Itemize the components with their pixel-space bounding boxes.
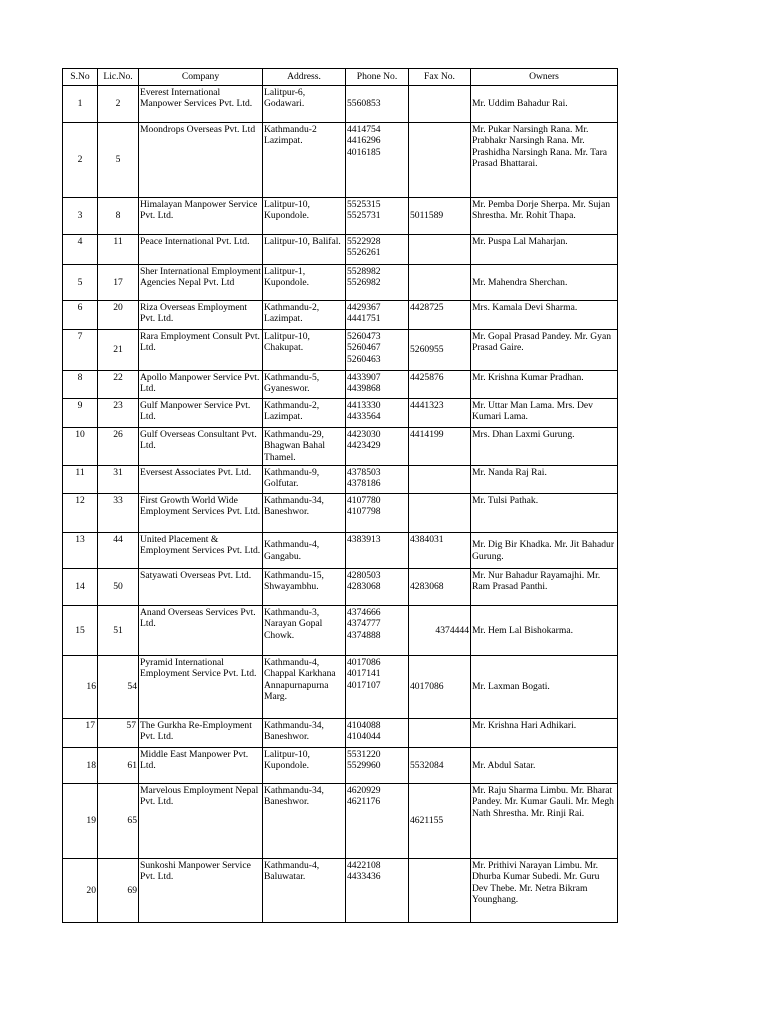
sno-cell: 11 [63,466,98,494]
lic-cell: 57 [98,719,139,748]
phone-cell [346,719,409,748]
phone-number: 4441751 [347,313,381,325]
col-header-phone: Phone No. [346,69,409,86]
phone-cell [346,399,409,428]
table-row [63,198,618,235]
lic-cell: 69 [98,859,139,923]
address-cell: Kathmandu-3, Narayan Gopal Chowk. [263,606,346,656]
fax-cell: 4425876 [409,371,471,399]
agency-register-table [62,68,618,923]
company-cell: Anand Overseas Services Pvt. Ltd. [139,606,263,656]
phone-number: 5522928 [347,236,381,247]
fax-cell: 5011589 [409,198,471,235]
address-cell: Lalitpur-10, Balifal. [263,235,346,265]
company-cell: Satyawati Overseas Pvt. Ltd. [139,569,263,606]
company-cell: Marvelous Employment Nepal Pvt. Ltd. [139,784,263,859]
phone-number: 5560853 [347,98,381,110]
sno-cell: 5 [63,265,98,301]
phone-cell [346,533,409,569]
address-cell: Lalitpur-10, Kupondole. [263,748,346,784]
phone-cell [346,235,409,265]
col-header-sno: S.No [63,69,98,86]
address-cell: Lalitpur-10, Chakupat. [263,330,346,371]
lic-cell: 22 [98,371,139,399]
lic-cell: 11 [98,235,139,265]
address-cell: Kathmandu-29, Bhagwan Bahal Thamel. [263,428,346,466]
phone-cell [346,428,409,466]
owners-cell: Mr. Hem Lal Bishokarma. [471,606,618,656]
sno-cell: 9 [63,399,98,428]
owners-cell: Mrs. Kamala Devi Sharma. [471,301,618,330]
phone-number: 4104088 [347,720,381,731]
col-header-lic: Lic.No. [98,69,139,86]
phone-number: 4104044 [347,731,381,743]
phone-number: 5260463 [347,353,381,365]
fax-cell [409,235,471,265]
fax-cell [409,859,471,923]
fax-cell [409,86,471,123]
fax-cell [409,719,471,748]
company-cell: First Growth World Wide Employment Services Pvt. Ltd. [139,494,263,533]
sno-cell: 15 [63,606,98,656]
lic-cell: 33 [98,494,139,533]
sno-cell: 4 [63,235,98,265]
lic-cell: 26 [98,428,139,466]
sno-cell: 19 [63,784,98,859]
fax-cell: 4621155 [409,784,471,859]
company-cell: Pyramid International Employment Service Pvt. Ltd. [139,656,263,719]
phone-cell [346,656,409,719]
address-cell: Kathmandu-4, Baluwatar. [263,859,346,923]
sno-cell: 16 [63,656,98,719]
fax-cell: 4384031 [409,533,471,569]
col-header-company: Company [139,69,263,86]
owners-cell: Mrs. Dhan Laxmi Gurung. [471,428,618,466]
lic-cell: 2 [98,86,139,123]
company-cell: Rara Employment Consult Pvt. Ltd. [139,330,263,371]
company-cell: The Gurkha Re-Employment Pvt. Ltd. [139,719,263,748]
phone-number: 4423429 [347,440,381,452]
company-cell: Everest International Manpower Services Pvt. Ltd. [139,86,263,123]
owners-cell: Mr. Nur Bahadur Rayamajhi. Mr. Ram Prasad Panthi. [471,569,618,606]
phone-cell [346,606,409,656]
table-row [63,748,618,784]
phone-number: 4017107 [347,679,381,691]
phone-number: 5525731 [347,210,381,222]
phone-number: 4378503 [347,467,381,478]
phone-cell [346,265,409,301]
phone-number: 4280503 [347,570,381,581]
lic-cell: 50 [98,569,139,606]
phone-number: 5526982 [347,277,381,289]
phone-number: 4621176 [347,796,381,808]
phone-number: 4107780 [347,495,381,506]
table-row [63,494,618,533]
table-row [63,784,618,859]
lic-cell: 21 [98,330,139,371]
sno-cell: 10 [63,428,98,466]
address-cell: Kathmandu-5, Gyaneswor. [263,371,346,399]
phone-cell [346,301,409,330]
phone-number: 4017086 [347,657,381,668]
sno-cell: 7 [63,330,98,371]
table-row [63,533,618,569]
phone-number: 4439868 [347,383,381,395]
company-cell: Peace International Pvt. Ltd. [139,235,263,265]
table-row [63,330,618,371]
phone-number: 4414754 [347,124,381,135]
phone-number: 4422108 [347,860,381,871]
owners-cell: Mr. Dig Bir Khadka. Mr. Jit Bahadur Gurung. [471,533,618,569]
phone-number: 5260473 [347,331,381,342]
phone-number: 4283068 [347,581,381,593]
fax-cell [409,466,471,494]
company-cell: Gulf Overseas Consultant Pvt. Ltd. [139,428,263,466]
sno-cell: 20 [63,859,98,923]
owners-cell: Mr. Uttar Man Lama. Mrs. Dev Kumari Lama. [471,399,618,428]
lic-cell: 51 [98,606,139,656]
table-row [63,235,618,265]
sno-cell: 3 [63,198,98,235]
address-cell: Kathmandu-2, Lazimpat. [263,301,346,330]
col-header-fax: Fax No. [409,69,471,86]
phone-number: 4017141 [347,668,381,680]
sno-cell: 8 [63,371,98,399]
table-row [63,86,618,123]
fax-cell [409,265,471,301]
phone-cell [346,748,409,784]
fax-cell: 4414199 [409,428,471,466]
lic-cell: 61 [98,748,139,784]
lic-cell: 54 [98,656,139,719]
company-cell: Apollo Manpower Service Pvt. Ltd. [139,371,263,399]
phone-cell [346,86,409,123]
company-cell: Middle East Manpower Pvt. Ltd. [139,748,263,784]
phone-number: 4383913 [347,534,381,545]
owners-cell: Mr. Puspa Lal Maharjan. [471,235,618,265]
sno-cell: 17 [63,719,98,748]
sno-cell: 1 [63,86,98,123]
address-cell: Kathmandu-2 Lazimpat. [263,123,346,198]
phone-number: 4413330 [347,400,381,411]
owners-cell: Mr. Abdul Satar. [471,748,618,784]
lic-cell: 8 [98,198,139,235]
company-cell: Sunkoshi Manpower Service Pvt. Ltd. [139,859,263,923]
owners-cell: Mr. Raju Sharma Limbu. Mr. Bharat Pandey. Mr. Kumar Gauli. Mr. Megh Nath Shrestha. Mr. Rinji Rai. [471,784,618,859]
address-cell: Kathmandu-4, Gangabu. [263,533,346,569]
lic-cell: 31 [98,466,139,494]
owners-cell: Mr. Pemba Dorje Sherpa. Mr. Sujan Shrestha. Mr. Rohit Thapa. [471,198,618,235]
address-cell: Lalitpur-10, Kupondole. [263,198,346,235]
owners-cell: Mr. Prithivi Narayan Limbu. Mr. Dhurba Kumar Subedi. Mr. Guru Dev Thebe. Mr. Netra Bikram Younghang. [471,859,618,923]
phone-cell [346,569,409,606]
address-cell: Lalitpur-6, Godawari. [263,86,346,123]
phone-number: 4620929 [347,785,381,796]
col-header-owners: Owners [471,69,618,86]
table-row [63,428,618,466]
fax-cell: 4374444 [409,606,471,656]
phone-cell [346,123,409,198]
address-cell: Kathmandu-2, Lazimpat. [263,399,346,428]
phone-cell [346,466,409,494]
table-row [63,859,618,923]
sno-cell: 18 [63,748,98,784]
phone-number: 4433907 [347,372,381,383]
lic-cell: 44 [98,533,139,569]
phone-number: 4433564 [347,411,381,423]
company-cell: United Placement & Employment Services Pvt. Ltd. [139,533,263,569]
fax-cell: 5532084 [409,748,471,784]
company-cell: Gulf Manpower Service Pvt. Ltd. [139,399,263,428]
owners-cell: Mr. Pukar Narsingh Rana. Mr. Prabhakr Narsingh Rana. Mr. Prashidha Narsingh Rana. Mr. Tara Prasad Bhattarai. [471,123,618,198]
owners-cell: Mr. Laxman Bogati. [471,656,618,719]
phone-number: 4374777 [347,618,381,630]
lic-cell: 20 [98,301,139,330]
table-row [63,656,618,719]
fax-cell: 5260955 [409,330,471,371]
lic-cell: 5 [98,123,139,198]
table-row [63,399,618,428]
owners-cell: Mr. Tulsi Pathak. [471,494,618,533]
owners-cell: Mr. Krishna Kumar Pradhan. [471,371,618,399]
owners-cell: Mr. Mahendra Sherchan. [471,265,618,301]
address-cell: Kathmandu-4, Chappal Karkhana Annapurnapurna Marg. [263,656,346,719]
table-row [63,569,618,606]
table-row [63,606,618,656]
owners-cell: Mr. Krishna Hari Adhikari. [471,719,618,748]
address-cell: Kathmandu-9, Golfutar. [263,466,346,494]
phone-number: 4378186 [347,478,381,490]
fax-cell: 4283068 [409,569,471,606]
sno-cell: 12 [63,494,98,533]
phone-number: 5531220 [347,749,381,760]
phone-number: 4429367 [347,302,381,313]
lic-cell: 23 [98,399,139,428]
phone-number: 4016185 [347,146,381,158]
phone-cell [346,371,409,399]
address-cell: Kathmandu-15, Shwayambhu. [263,569,346,606]
fax-cell: 4428725 [409,301,471,330]
company-cell: Eversest Associates Pvt. Ltd. [139,466,263,494]
col-header-address: Address. [263,69,346,86]
table-row [63,301,618,330]
phone-number: 5525315 [347,199,381,210]
sno-cell: 14 [63,569,98,606]
table-row [63,466,618,494]
header-row [63,69,618,86]
table-row [63,719,618,748]
phone-cell [346,784,409,859]
phone-number: 4416296 [347,135,381,147]
owners-cell: Mr. Gopal Prasad Pandey. Mr. Gyan Prasad Gaire. [471,330,618,371]
company-cell: Sher International Employment Agencies Nepal Pvt. Ltd [139,265,263,301]
table-row [63,371,618,399]
owners-cell: Mr. Nanda Raj Rai. [471,466,618,494]
fax-cell: 4017086 [409,656,471,719]
sno-cell: 13 [63,533,98,569]
phone-cell [346,330,409,371]
phone-number: 4423030 [347,429,381,440]
address-cell: Kathmandu-34, Baneshwor. [263,784,346,859]
company-cell: Moondrops Overseas Pvt. Ltd [139,123,263,198]
phone-number: 5528982 [347,266,381,277]
phone-number: 4107798 [347,506,381,518]
lic-cell: 65 [98,784,139,859]
phone-cell [346,494,409,533]
address-cell: Kathmandu-34, Baneshwor. [263,494,346,533]
lic-cell: 17 [98,265,139,301]
phone-number: 4374888 [347,629,381,641]
address-cell: Kathmandu-34, Baneshwor. [263,719,346,748]
phone-cell [346,859,409,923]
company-cell: Riza Overseas Employment Pvt. Ltd. [139,301,263,330]
phone-cell [346,198,409,235]
owners-cell: Mr. Uddim Bahadur Rai. [471,86,618,123]
fax-cell: 4441323 [409,399,471,428]
phone-number: 5260467 [347,342,381,354]
phone-number: 5526261 [347,247,381,259]
fax-cell [409,494,471,533]
phone-number: 5529960 [347,760,381,772]
phone-number: 4374666 [347,607,381,618]
fax-cell [409,123,471,198]
table-row [63,123,618,198]
table-row [63,265,618,301]
company-cell: Himalayan Manpower Service Pvt. Ltd. [139,198,263,235]
sno-cell: 2 [63,123,98,198]
sno-cell: 6 [63,301,98,330]
address-cell: Lalitpur-1, Kupondole. [263,265,346,301]
phone-number: 4433436 [347,871,381,883]
